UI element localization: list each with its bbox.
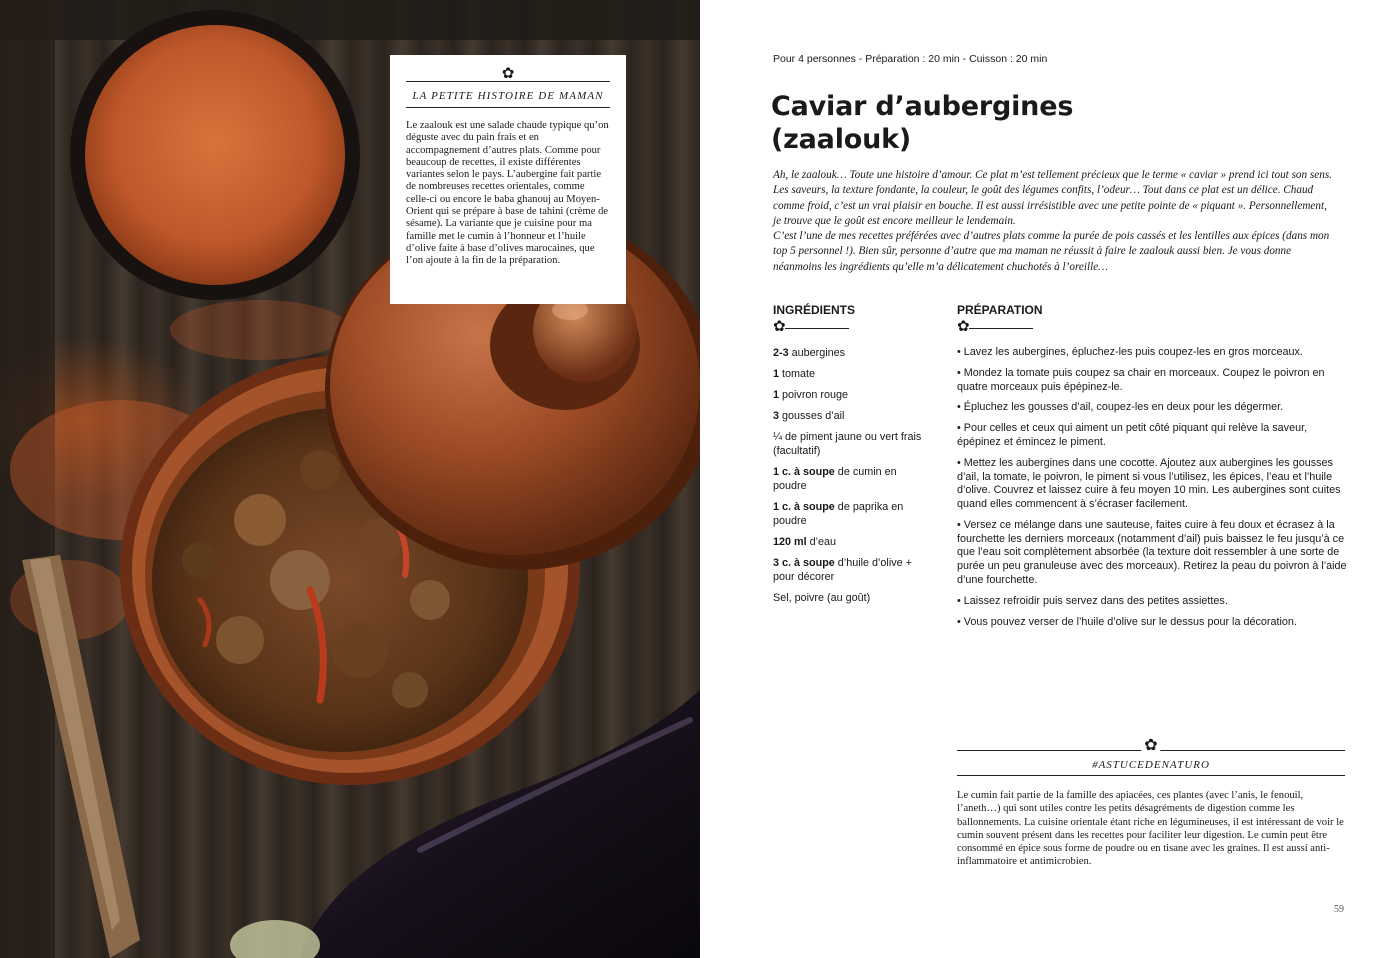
ingredients-list bbox=[773, 346, 933, 612]
preparation-heading: PRÉPARATION bbox=[957, 303, 1043, 317]
ingredient-text: de paprika en poudre bbox=[773, 501, 904, 527]
ingredient-item bbox=[773, 500, 933, 528]
story-ornament bbox=[406, 63, 610, 83]
ingredient-item bbox=[773, 430, 933, 458]
ingredient-item bbox=[773, 409, 933, 423]
story-text: Le zaalouk est une salade chaude typique qu’on déguste avec du pain frais et en accompagnement d’autres plats. Comme pour beaucoup de recettes, il existe différentes variantes selon le pays. L’aubergine fait partie de nombreuses recettes orientales, comme celle-ci ou encore le baba ghanouj au Moyen-Orient qui se prépare à base de tahini (crème de sésame). La variante que je cuisine pour ma famille met le cumin à l’honneur et l’huile d’olive faite à base d’olives marocaines, que l’on ajoute à la fin de la préparation. bbox=[406, 120, 609, 267]
preparation-ornament bbox=[957, 317, 1033, 335]
recipe-meta: Pour 4 personnes - Préparation : 20 min - Cuisson : 20 min bbox=[773, 53, 1048, 65]
ingredient-qty: 1 bbox=[773, 368, 780, 380]
tip-box bbox=[957, 735, 1345, 869]
ingredient-qty: 1 c. à soupe bbox=[773, 466, 835, 478]
recipe-intro bbox=[773, 168, 1333, 275]
page-number: 59 bbox=[1334, 904, 1344, 915]
ingredients-heading: INGRÉDIENTS bbox=[773, 303, 856, 317]
story-card bbox=[390, 55, 626, 304]
ingredient-qty: 1 c. à soupe bbox=[773, 501, 835, 513]
ingredient-item bbox=[773, 346, 933, 360]
ingredient-item bbox=[773, 591, 933, 605]
paprika-bowl bbox=[70, 10, 360, 300]
ingredient-text: d’eau bbox=[806, 536, 837, 548]
recipe-title bbox=[771, 90, 1073, 156]
tip-text: Le cumin fait partie de la famille des apiacées, ces plantes (avec l’anis, le fenouil, l’aneth…) qui sont utiles contre les petits désagréments de digestion comme les ballonnements. La cuisine orientale étant riche en légumineuses, il est intéressant de voir le cumin souvent présent dans les recettes pour faciliter leur digestion. Le cumin peut être consommé en épice sous forme de poudre ou en tisane avec les graines. Il est aussi anti-inflammatoire et antimicrobien. bbox=[957, 790, 1344, 868]
step-item: • Mondez la tomate puis coupez sa chair en morceaux. Coupez le poivron en quatre morceaux puis épépinez-le. bbox=[957, 366, 1325, 393]
ingredient-text: d’huile d’olive + pour décorer bbox=[773, 557, 912, 583]
tip-ornament bbox=[957, 735, 1345, 755]
ingredient-text: tomate bbox=[779, 368, 816, 380]
preparation-steps bbox=[957, 346, 1349, 636]
flower-icon: ✿ bbox=[957, 317, 970, 335]
ingredients-ornament bbox=[773, 317, 849, 335]
ingredient-text: aubergines bbox=[788, 347, 846, 359]
step-item: • Mettez les aubergines dans une cocotte. Ajoutez aux aubergines les gousses d’ail, la tomate, le poivron, le piment si vous l’utilisez, les épices, l’eau et l’huile d’olive. Couvrez et laissez cuire à feu moyen 10 min. Les aubergines sont cuites quand elles commencent à s’écraser facilement. bbox=[957, 456, 1341, 511]
intro-paragraph: C’est l’une de mes recettes préférées avec d’autres plats comme la purée de pois cassés et les lentilles aux épices (dans mon top 5 personnel !). Bien sûr, personne d’autre que ma maman ne réussit à faire le zaalouk aussi bien. Je vous donne néanmoins les ingrédients qu’elle m’a délicatement chuchotés à l’oreille… bbox=[773, 230, 1330, 273]
step-item: • Épluchez les gousses d’ail, coupez-les en deux pour les dégermer. bbox=[957, 401, 1284, 414]
ingredient-text: gousses d’ail bbox=[779, 410, 845, 422]
spice-dust bbox=[170, 300, 350, 360]
recipe-title-line2: (zaalouk) bbox=[771, 124, 912, 155]
ingredient-text: poivron rouge bbox=[779, 389, 849, 401]
ingredient-item bbox=[773, 367, 933, 381]
ingredient-qty: 3 c. à soupe bbox=[773, 557, 835, 569]
tray-top bbox=[0, 0, 700, 40]
flower-icon: ✿ bbox=[498, 66, 519, 81]
ingredient-text: de cumin en poudre bbox=[773, 466, 897, 492]
intro-paragraph: Ah, le zaalouk… Toute une histoire d’amour. Ce plat m’est tellement précieux que le terme « caviar » prend ici tout son sens. Les saveurs, la texture fondante, la couleur, le goût des légumes confits, l’odeur… Tout dans ce plat est un délice. Chaud comme froid, c’est un vrai plaisir en bouche. Il est aussi irrésistible avec une petite pointe de « piquant ». Personnellement, je trouve que le goût est encore meilleur le lendemain. bbox=[773, 169, 1332, 227]
step-item: • Vous pouvez verser de l’huile d’olive sur le dessus pour la décoration. bbox=[957, 615, 1297, 628]
tip-title: #ASTUCEDENATURO bbox=[957, 756, 1345, 776]
step-item: • Lavez les aubergines, épluchez-les puis coupez-les en gros morceaux. bbox=[957, 346, 1303, 358]
ingredient-qty: 2-3 bbox=[773, 347, 789, 359]
ingredient-item bbox=[773, 556, 933, 584]
recipe-title-line1: Caviar d’aubergines bbox=[771, 91, 1074, 122]
ingredient-text: Sel, poivre (au goût) bbox=[773, 592, 871, 604]
ingredient-qty: 120 ml bbox=[773, 536, 807, 548]
flower-icon: ✿ bbox=[773, 317, 786, 335]
step-item: • Versez ce mélange dans une sauteuse, faites cuire à feu doux et écrasez à la fourchette les derniers morceaux (notamment d’ail) puis baissez le feu jusqu’à ce que l’eau soit complètement absorbée (la texture doit ressembler à une sorte de purée un peu granuleuse avec des morceaux). Retirez la peau du poivron à l’aide d’une fourchette. bbox=[957, 518, 1347, 586]
step-item: • Pour celles et ceux qui aiment un petit côté piquant qui relève la saveur, épépinez et émincez le piment. bbox=[957, 422, 1308, 449]
flower-icon: ✿ bbox=[1141, 735, 1160, 754]
ingredient-text: ¼ de piment jaune ou vert frais (facultatif) bbox=[773, 431, 922, 457]
ingredient-qty: 3 bbox=[773, 410, 780, 422]
story-title: LA PETITE HISTOIRE DE MAMAN bbox=[406, 83, 610, 108]
ingredient-item bbox=[773, 535, 933, 549]
ingredient-qty: 1 bbox=[773, 389, 780, 401]
step-item: • Laissez refroidir puis servez dans des petites assiettes. bbox=[957, 594, 1228, 607]
ingredient-item bbox=[773, 465, 933, 493]
ingredient-item bbox=[773, 388, 933, 402]
